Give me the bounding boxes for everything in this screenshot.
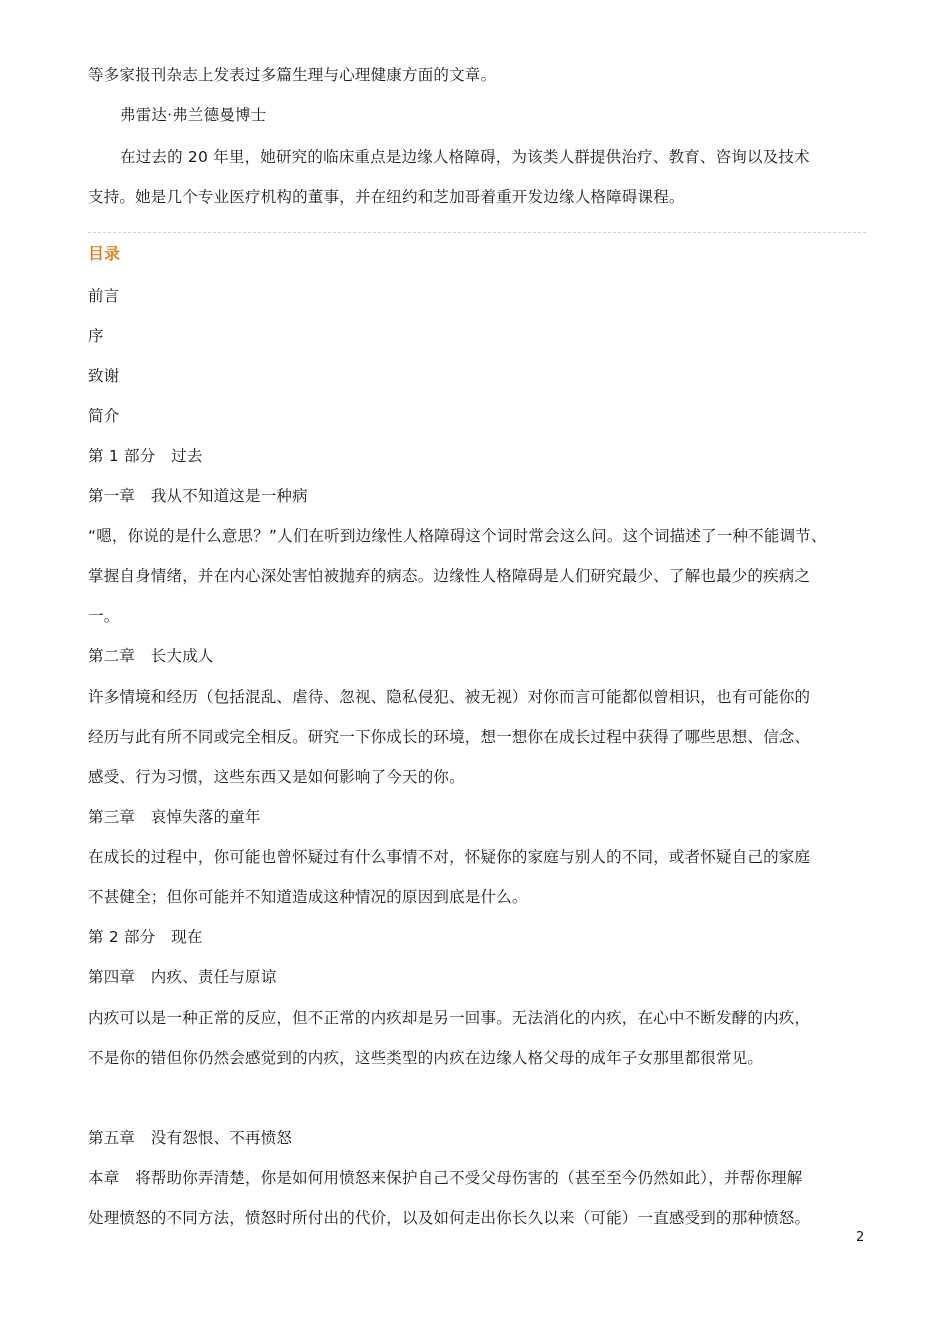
author-bio-line: 在过去的 20 年里，她研究的临床重点是边缘人格障碍，为该类人群提供治疗、教育、咨询以及技术 [120,148,810,166]
toc-item-acknowledgements[interactable]: 致谢 [88,367,120,385]
chapter-description-line: 本章 将帮助你弄清楚，你是如何用愤怒来保护自己不受父母伤害的（甚至至今仍然如此），并帮你理解 [88,1169,803,1187]
page-number: 2 [856,1230,865,1245]
toc-item-introduction[interactable]: 简介 [88,407,120,425]
toc-item-preface[interactable]: 前言 [88,287,120,305]
chapter-description-line: 经历与此有所不同或完全相反。研究一下你成长的环境，想一想你在成长过程中获得了哪些思想、信念、 [88,728,811,746]
chapter-description-line: 不甚健全；但你可能并不知道造成这种情况的原因到底是什么。 [88,888,528,906]
toc-chapter-title[interactable]: 第五章 没有怨恨、不再愤怒 [88,1129,293,1147]
author-name: 弗雷达·弗兰德曼博士 [120,106,267,124]
toc-part-heading[interactable]: 第 2 部分 现在 [88,928,203,946]
toc-part-heading[interactable]: 第 1 部分 过去 [88,447,203,465]
document-page [88,0,878,1344]
chapter-description-line: 处理愤怒的不同方法，愤怒时所付出的代价，以及如何走出你长久以来（可能）一直感受到的那种愤怒。 [88,1209,811,1227]
chapter-description-line: 内疚可以是一种正常的反应，但不正常的内疚却是另一回事。无法消化的内疚，在心中不断发酵的内疚， [88,1009,811,1027]
author-bio-line: 支持。她是几个专业医疗机构的董事，并在纽约和芝加哥着重开发边缘人格障碍课程。 [88,188,685,206]
toc-item-foreword[interactable]: 序 [88,327,104,345]
chapter-description-line: 感受、行为习惯，这些东西又是如何影响了今天的你。 [88,768,465,786]
section-divider [88,232,866,233]
chapter-description-line: 许多情境和经历（包括混乱、虐待、忽视、隐私侵犯、被无视）对你而言可能都似曾相识，也有可能你的 [88,688,811,706]
toc-chapter-title[interactable]: 第一章 我从不知道这是一种病 [88,487,308,505]
chapter-description-line: 不是你的错但你仍然会感觉到的内疚，这些类型的内疚在边缘人格父母的成年子女那里都很常见。 [88,1049,764,1067]
toc-chapter-title[interactable]: 第二章 长大成人 [88,647,214,665]
chapter-description-line: 一。 [88,607,120,625]
chapter-description-line: “嗯，你说的是什么意思？”人们在听到边缘性人格障碍这个词时常会这么问。这个词描述了一种不能调节、 [88,527,827,545]
toc-chapter-title[interactable]: 第三章 哀悼失落的童年 [88,808,261,826]
chapter-description-line: 掌握自身情绪，并在内心深处害怕被抛弃的病态。边缘性人格障碍是人们研究最少、了解也最少的疾病之 [88,567,811,585]
chapter-description-line: 在成长的过程中，你可能也曾怀疑过有什么事情不对，怀疑你的家庭与别人的不同，或者怀疑自己的家庭 [88,848,811,866]
toc-title: 目录 [88,244,121,263]
intro-line: 等多家报刊杂志上发表过多篇生理与心理健康方面的文章。 [88,66,497,84]
toc-chapter-title[interactable]: 第四章 内疚、责任与原谅 [88,968,277,986]
